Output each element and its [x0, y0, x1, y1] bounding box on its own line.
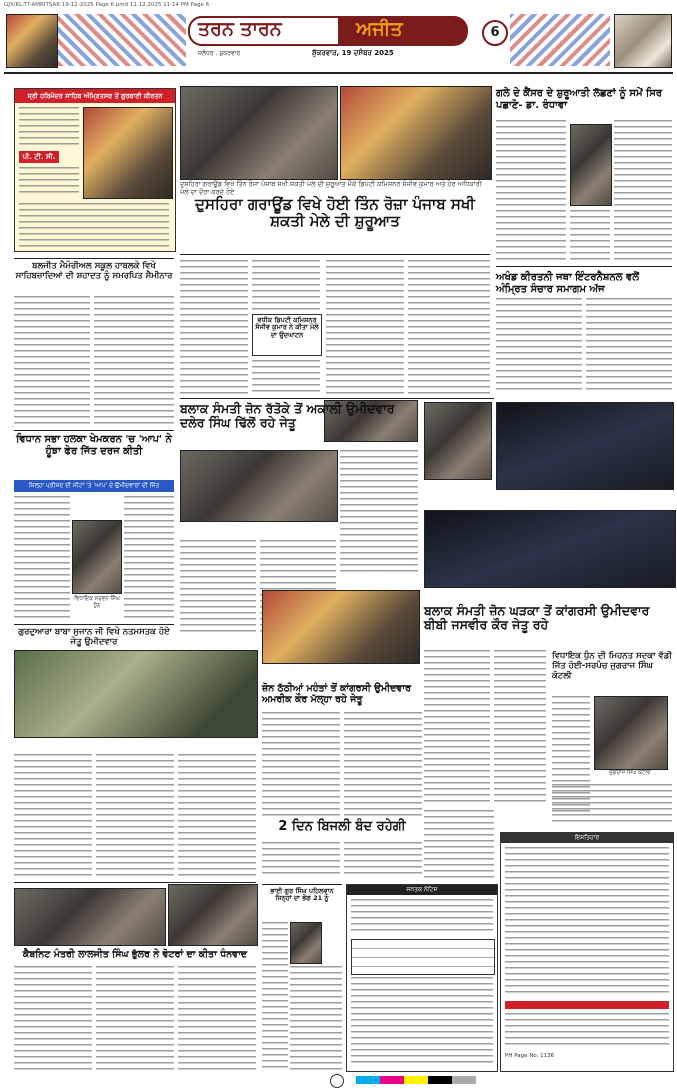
block-2-article-col-1 — [424, 650, 490, 804]
main-subhead: ਵਧੀਕ ਡਿਪਟੀ ਕਮਿਸ਼ਨਰ ਸੰਜੀਵ ਕੁਮਾਰ ਨੇ ਕੀਤਾ ਮੇਲੇ ਦਾ ਉਦਘਾਟਨ — [255, 316, 319, 339]
main-article-col-1 — [180, 260, 248, 394]
right-top-headline: ਗਲੇ ਦੇ ਕੈਂਸਰ ਦੇ ਸ਼ੁਰੂਆਤੀ ਲੱਛਣਾਂ ਨੂੰ ਸਮੇਂ ਸਿਰ ਪਛਾਣੋ- ਡਾ. ਰੰਧਾਵਾ — [496, 88, 663, 111]
celebration-caption-1 — [496, 490, 672, 502]
school-headline: ਬਲਜੀਤ ਮੈਮੋਰੀਅਲ ਸਕੂਲ ਹਾਬਲਕੇ ਵਿਖੇ ਸਾਹਿਬਜ਼ਾਦਿਆਂ ਦੀ ਸ਼ਹਾਦਤ ਨੂੰ ਸਮਰਪਿਤ ਸੈਮੀਨਾਰ — [15, 261, 173, 281]
right-ad-box — [500, 832, 674, 1072]
block-1-photo — [180, 450, 338, 522]
cabinet-article-col-1 — [14, 966, 92, 1070]
building-photo — [614, 14, 672, 68]
main-rule — [180, 254, 490, 255]
obit-headline: ਭਾਈ ਗੁਰ ਸਿੰਘ ਪਹਿਲਵਾਨ ਜਿਨ੍ਹਾਂ ਦਾ ਭੋਗ 21 ਨੂੰ — [270, 887, 334, 903]
ad-text-3 — [19, 203, 169, 247]
masthead — [2, 12, 674, 70]
power-article-col-2 — [344, 842, 422, 878]
aap-strip: ਜ਼ਿਲ੍ਹਾ ਪ੍ਰੀਸ਼ਦ ਦੀ ਸੀਟਾਂ 'ਤੇ 'ਆਪ' ਦੇ ਉਮੀਦਵਾਰਾਂ ਦੀ ਜਿੱਤ — [14, 480, 174, 492]
cancer-article-col-2 — [614, 120, 672, 260]
victory-caption — [262, 664, 418, 678]
right-mid-headline: ਅਖੰਡ ਕੀਰਤਨੀ ਜਥਾ ਇੰਟਰਨੈਸ਼ਨਲ ਵਲੋਂ ਅੰਮ੍ਰਿਤ ਸੰਚਾਰ ਸਮਾਗਮ ਅੱਜ — [496, 272, 640, 295]
cabinet-headline: ਕੈਬਨਿਟ ਮੰਤਰੀ ਲਾਲਜੀਤ ਸਿੰਘ ਭੁੱਲਰ ਨੇ ਵੋਟਰਾਂ ਦਾ ਕੀਤਾ ਧੰਨਵਾਦ — [22, 949, 248, 960]
mla-portrait-left-caption: ਵਿਧਾਇਕ ਸਰਵਨ ਸਿੰਘ ਧੁੰਨ — [74, 596, 120, 609]
block-1-article-col-2 — [340, 450, 418, 576]
fair-photo-1 — [180, 86, 338, 180]
temple-photo — [6, 14, 58, 68]
block-1-caption — [180, 522, 336, 536]
masthead-sub: ਜਲੰਧਰ . ਸ਼ੁਕਰਵਾਰ — [198, 50, 241, 57]
aap-headline: ਵਿਧਾਨ ਸਭਾ ਹਲਕਾ ਖੇਮਕਰਨ 'ਚ 'ਆਪ' ਨੇ ਹੂੰਝਾ ਫੇਰ ਜਿੱਤ ਦਰਜ ਕੀਤੀ — [16, 434, 172, 457]
masthead-rule — [4, 72, 673, 74]
zone-headline: ਜ਼ੋਨ ਠੱਠੀਆਂ ਮਹੰਤਾਂ ਤੋਂ ਕਾਂਗਰਸੀ ਉਮੀਦਵਾਰ ਅਮਰੀਕ ਕੌਰ ਮੱਲ੍ਹਾ ਰਹੇ ਜੇਤੂ — [262, 683, 411, 705]
block-1-article-col-3 — [180, 540, 256, 632]
cabinet-photo-2 — [168, 884, 258, 946]
aap-article-col-2 — [124, 496, 174, 620]
power-headline: 2 ਦਿਨ ਬਿਜਲੀ ਬੰਦ ਰਹੇਗੀ — [278, 819, 406, 834]
akhand-article-col-1 — [496, 298, 582, 394]
zone-article-col-1 — [262, 712, 340, 816]
gurdwara-headline: ਗੁਰਦੁਆਰਾ ਬਾਬਾ ਸੁਜਾਨ ਜੀ ਵਿਖੇ ਨਤਮਸਤਕ ਹੋਏ ਜੇਤੂ ਉਮੀਦਵਾਰ — [18, 627, 170, 647]
footer-code: PH Page No. 1136 — [505, 1053, 555, 1059]
fair-photo-2 — [340, 86, 492, 180]
ad-box — [14, 88, 176, 252]
main-subhead-box — [252, 314, 322, 356]
brand-left: ਤਰਨ ਤਾਰਨ — [198, 18, 282, 40]
akhand-article-col-2 — [586, 298, 672, 394]
sikh-leader-caption — [424, 480, 490, 494]
power-article-col-3 — [424, 810, 494, 878]
top-photo-caption: ਦੁਸਹਿਰਾ ਗਰਾਊਂਡ ਵਿਖੇ ਤਿੰਨ ਰੋਜ਼ਾ ਪੰਜਾਬ ਸਖੀ ਸ਼ਕਤੀ ਮੇਲੇ ਦੀ ਸ਼ੁਰੂਆਤ ਮੌਕੇ ਡਿਪਟੀ ਕਮਿਸ਼ਨਰ ਸੰਜੀਵ ਕੁਮਾਰ ਅਤੇ ਹੋਰ ਅਧਿਕਾਰੀ ਮੇਲੇ ਦਾ ਦੌਰਾ ਕਰਦੇ ਹੋਏ — [180, 180, 482, 196]
gurdwara-article-col-3 — [178, 754, 256, 878]
cancer-article-col-3 — [570, 210, 610, 260]
mla-caption-right: ਜੁਗਰਾਜ ਸਿੰਘ ਕੋਟਲੀ — [609, 770, 651, 776]
page-number: 6 — [482, 20, 508, 46]
registration-mark — [330, 1074, 344, 1088]
brand-bar — [188, 16, 468, 46]
mla-headline: ਵਿਧਾਇਕ ਧੁੰਨ ਦੀ ਮਿਹਨਤ ਸਦਕਾ ਵੱਡੀ ਜਿੱਤ ਹੋਈ-ਸਰਪੰਚ ਜੁਗਰਾਜ ਸਿੰਘ ਕੋਟਲੀ — [552, 651, 672, 681]
zone-article-col-2 — [344, 712, 422, 816]
block-headline-2: ਬਲਾਕ ਸੰਮਤੀ ਜ਼ੋਨ ਘੜਕਾ ਤੋਂ ਕਾਂਗਰਸੀ ਉਮੀਦਵਾਰ ਬੀਬੀ ਜਸਵੀਰ ਕੌਰ ਜੇਤੂ ਰਹੇ — [424, 603, 650, 633]
bottom-left-rule — [14, 882, 256, 883]
cabinet-photo-1 — [14, 888, 166, 946]
color-bar — [356, 1076, 476, 1084]
right-ad-title: ਇਸ਼ਤਿਹਾਰ — [501, 833, 673, 843]
gurdwara-caption — [14, 738, 256, 750]
block-headline-1: ਬਲਾਕ ਸੰਮਤੀ ਜ਼ੋਨ ਰੱਤੋਕੇ ਤੋਂ ਅਕਾਲੀ ਉਮੀਦਵਾਰ ਦਲੇਰ ਸਿੰਘ ਢਿੱਲੋਂ ਰਹੇ ਜੇਤੂ — [180, 401, 395, 431]
gurdwara-article-col-2 — [96, 754, 174, 878]
aap-article-col-1 — [14, 496, 70, 620]
main-article-col-3 — [326, 260, 404, 394]
left-rule-2 — [14, 430, 174, 431]
mla-photo-right — [594, 696, 668, 770]
cancer-article-col-1 — [496, 120, 566, 260]
celebration-photo-2 — [424, 510, 676, 588]
masthead-pattern-left — [58, 14, 186, 66]
obit-article-col-1 — [262, 922, 288, 1070]
gurdwara-photo — [14, 650, 258, 738]
cabinet-article-col-3 — [178, 966, 256, 1070]
obit-rule — [262, 884, 342, 885]
obit-photo — [290, 922, 322, 964]
gurdwara-article-col-1 — [14, 754, 92, 878]
left-rule-3 — [14, 624, 174, 625]
right-rule-1 — [496, 266, 672, 267]
celebration-caption-2 — [424, 588, 674, 600]
school-article-col-2 — [94, 296, 174, 426]
sikh-leader-photo — [424, 402, 492, 480]
ad-text-1 — [19, 107, 79, 147]
notice-table — [351, 939, 495, 975]
school-article-col-1 — [14, 296, 90, 426]
block-2-article-col-2 — [494, 650, 546, 804]
power-article-col-1 — [262, 842, 340, 878]
left-rule-1 — [14, 258, 174, 259]
main-headline: ਦੁਸਹਿਰਾ ਗਰਾਊਂਡ ਵਿਖੇ ਹੋਈ ਤਿੰਨ ਰੋਜ਼ਾ ਪੰਜਾਬ ਸਖੀ ਸ਼ਕਤੀ ਮੇਲੇ ਦੀ ਸ਼ੁਰੂਆਤ — [195, 195, 475, 231]
main-article-col-4 — [408, 260, 490, 394]
victory-photo — [262, 590, 420, 664]
brand-right: ਅਜੀਤ — [356, 18, 403, 40]
obit-article-col-2 — [290, 966, 342, 1070]
masthead-date: ਸ਼ੁੱਕਰਵਾਰ, 19 ਦਸੰਬਰ 2025 — [312, 49, 394, 57]
notice-box — [346, 884, 498, 1072]
doctor-photo — [570, 124, 612, 206]
ad-text-2 — [19, 167, 79, 197]
celebration-photo-1 — [496, 402, 674, 490]
centre-rule-1 — [180, 398, 494, 399]
mla-article-col-2 — [552, 784, 672, 824]
masthead-pattern-right — [510, 14, 610, 66]
golden-temple-photo — [83, 107, 173, 199]
ptc-badge: ਪੀ. ਟੀ. ਸੀ. — [19, 151, 59, 163]
slug-line: GJX/KL-TT-AMRITSAR 19-12-2025 Page 6 pmd 11.12.2025 11:14 PM Page 6 — [4, 2, 210, 8]
ad-box-title: ਸ੍ਰੀ ਹਰਿਮੰਦਰ ਸਾਹਿਬ ਅੰਮ੍ਰਿਤਸਰ ਤੋਂ ਗੁਰਬਾਣੀ ਕੀਰਤਨ — [15, 89, 175, 103]
notice-title: ਜਨਤਕ ਨੋਟਿਸ — [347, 885, 497, 895]
main-article-col-2a — [252, 260, 320, 310]
cabinet-article-col-2 — [96, 966, 174, 1070]
mla-portrait-left — [72, 520, 122, 594]
main-article-col-2b — [252, 360, 320, 394]
